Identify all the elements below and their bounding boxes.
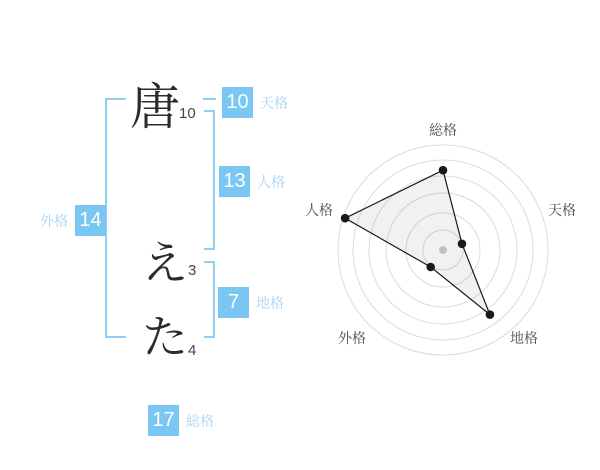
soukaku-label: 総格: [186, 412, 214, 429]
radar-axis-label-5: 人格: [305, 202, 333, 218]
tenkaku-dash: [203, 98, 216, 100]
gaikaku-value-badge: 14: [75, 205, 106, 236]
jinkaku-value-badge: 13: [219, 166, 250, 197]
radar-center-dot: [439, 246, 447, 254]
radar-point-天格: [458, 240, 467, 249]
name-char-1: 唐: [130, 79, 180, 135]
chikaku-bracket: [204, 261, 215, 338]
chikaku-label: 地格: [256, 294, 284, 311]
name-char-3: た: [142, 311, 188, 363]
radar-axis-label-3: 地格: [510, 330, 538, 346]
tenkaku-item: [222, 87, 288, 118]
radar-axis-label-4: 外格: [338, 330, 366, 346]
gaikaku-item: [40, 205, 106, 236]
gaikaku-bracket: [105, 98, 126, 338]
radar-point-人格: [341, 214, 350, 223]
chikaku-item: [218, 287, 284, 318]
kaku-radar-chart: [295, 115, 585, 365]
radar-point-総格: [439, 166, 448, 175]
jinkaku-label: 人格: [257, 173, 285, 190]
gaikaku-label: 外格: [40, 212, 68, 229]
name-char-2-strokes: 3: [188, 262, 197, 279]
radar-axis-label-1: 総格: [429, 122, 457, 138]
soukaku-item: [148, 405, 214, 436]
name-char-1-strokes: 10: [179, 105, 196, 122]
jinkaku-bracket: [204, 110, 215, 250]
radar-point-地格: [486, 310, 495, 319]
soukaku-value-badge: 17: [148, 405, 179, 436]
chikaku-value-badge: 7: [218, 287, 249, 318]
radar-point-外格: [426, 263, 435, 272]
radar-axis-label-2: 天格: [548, 202, 576, 218]
tenkaku-label: 天格: [260, 94, 288, 111]
name-char-2: え: [142, 237, 188, 289]
radar-data-polygon: [345, 170, 490, 314]
name-char-3-strokes: 4: [188, 342, 197, 359]
jinkaku-item: [219, 166, 285, 197]
tenkaku-value-badge: 10: [222, 87, 253, 118]
